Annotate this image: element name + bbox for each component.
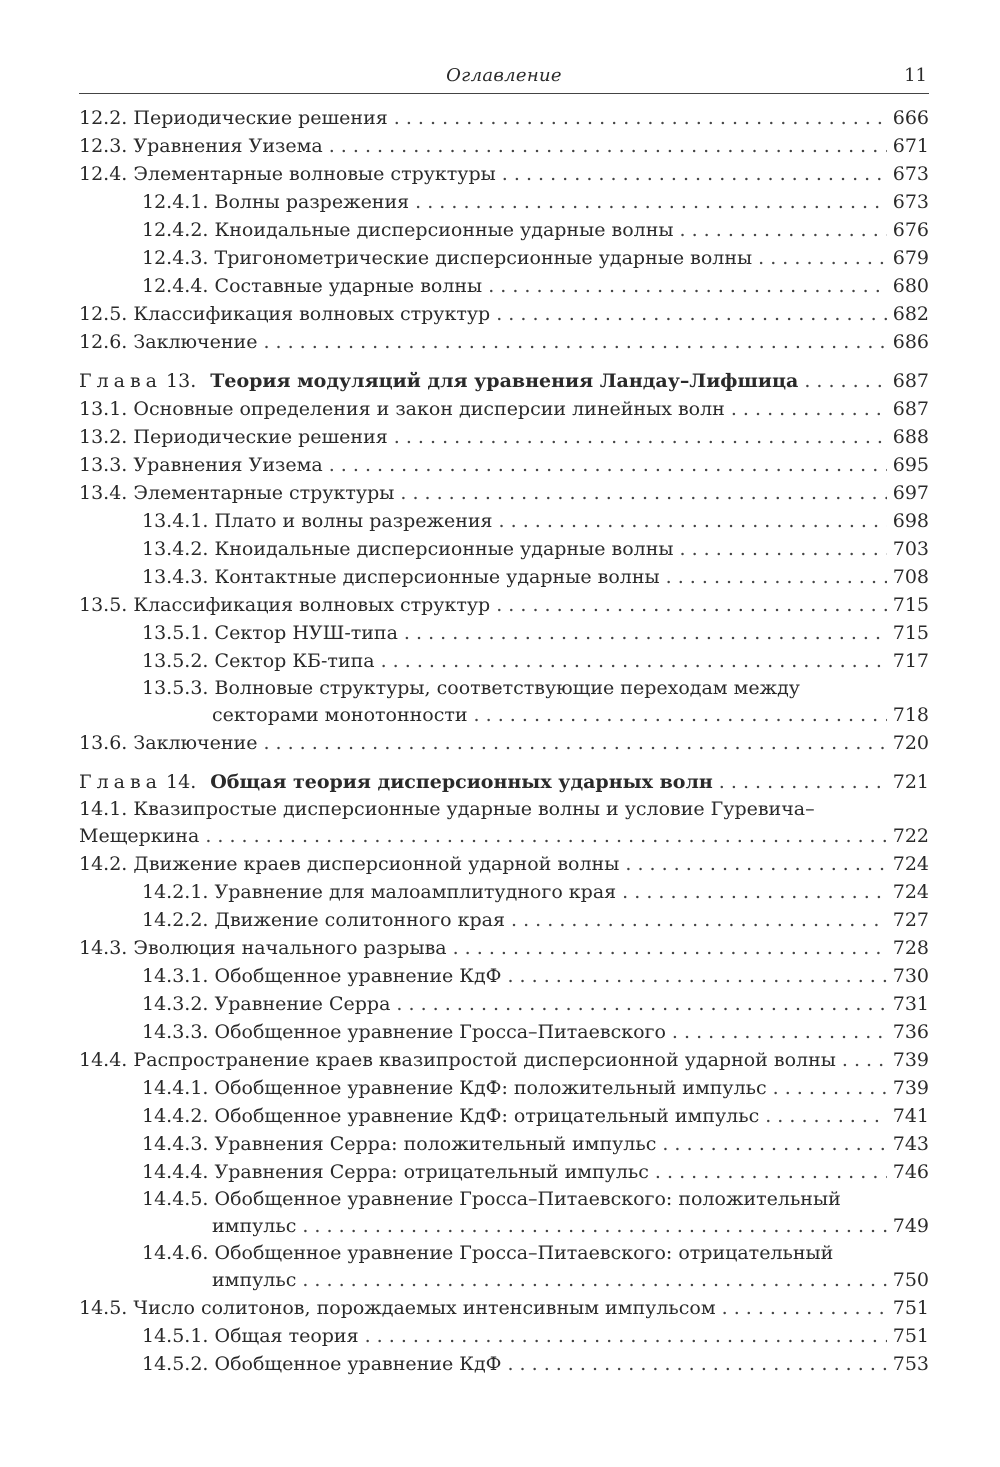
entry-number: 13.2. bbox=[79, 426, 128, 448]
entry-title: Движение солитонного края bbox=[214, 909, 505, 931]
dot-leader bbox=[496, 300, 887, 328]
entry-number: 13.5.1. bbox=[142, 622, 209, 644]
dot-leader bbox=[329, 132, 887, 160]
entry-number: 12.4.4. bbox=[142, 275, 209, 297]
entry-title: Кноидальные дисперсионные ударные волны bbox=[214, 538, 674, 560]
dot-leader bbox=[263, 328, 886, 356]
dot-leader bbox=[474, 701, 887, 729]
entry-page: 697 bbox=[892, 482, 929, 504]
entry-text bbox=[142, 563, 660, 591]
entry-number: 14.5. bbox=[79, 1297, 128, 1319]
dot-leader bbox=[400, 479, 886, 507]
dot-leader bbox=[396, 990, 886, 1018]
entry-title: Контактные дисперсионные ударные волны bbox=[214, 566, 660, 588]
toc-entry[interactable] bbox=[79, 1046, 929, 1074]
entry-title: Тригонометрические дисперсионные ударные волны bbox=[214, 247, 753, 269]
entry-text bbox=[142, 216, 674, 244]
dot-leader bbox=[496, 591, 887, 619]
entry-text bbox=[142, 1158, 649, 1186]
toc-entry[interactable] bbox=[79, 535, 929, 563]
entry-text bbox=[79, 934, 447, 962]
entry-number: 14.5.2. bbox=[142, 1353, 209, 1375]
entry-number: 14.4.2. bbox=[142, 1105, 209, 1127]
chapter-word: Глава bbox=[79, 771, 163, 793]
entry-title: Заключение bbox=[133, 732, 258, 754]
toc-entry[interactable] bbox=[79, 878, 929, 906]
entry-number: 14.3.2. bbox=[142, 993, 209, 1015]
toc-entry[interactable] bbox=[79, 1018, 929, 1046]
toc-entry[interactable] bbox=[79, 423, 929, 451]
entry-title: Элементарные волновые структуры bbox=[133, 163, 496, 185]
entry-number: 13.1. bbox=[79, 398, 128, 420]
entry-title: Составные ударные волны bbox=[214, 275, 483, 297]
entry-line-2 bbox=[142, 1266, 929, 1294]
toc-entry[interactable] bbox=[79, 300, 929, 328]
dot-leader bbox=[205, 822, 886, 850]
entry-number: 13.3. bbox=[79, 454, 128, 476]
toc-entry[interactable] bbox=[79, 451, 929, 479]
entry-page: 671 bbox=[892, 135, 929, 157]
entry-number: 12.4. bbox=[79, 163, 128, 185]
toc-entry[interactable] bbox=[79, 1294, 929, 1322]
entry-title: Уравнения Серра: отрицательный импульс bbox=[214, 1161, 649, 1183]
entry-text bbox=[79, 160, 496, 188]
toc-entry[interactable] bbox=[79, 507, 929, 535]
entry-text bbox=[79, 451, 323, 479]
entry-number: 14.1. bbox=[79, 798, 128, 820]
entry-text bbox=[79, 1046, 836, 1074]
dot-leader bbox=[722, 1294, 887, 1322]
toc-entry[interactable] bbox=[79, 990, 929, 1018]
entry-page: 743 bbox=[892, 1133, 929, 1155]
entry-number: 12.5. bbox=[79, 303, 128, 325]
entry-page: 687 bbox=[892, 370, 929, 392]
entry-number: 13.4.2. bbox=[142, 538, 209, 560]
entry-number: 13.5. bbox=[79, 594, 128, 616]
entry-page: 682 bbox=[892, 303, 929, 325]
entry-page: 717 bbox=[892, 650, 929, 672]
dot-leader bbox=[719, 768, 887, 796]
entry-title: Обобщенное уравнение КдФ bbox=[214, 965, 502, 987]
entry-page: 751 bbox=[892, 1297, 929, 1319]
entry-number: 14.5.1. bbox=[142, 1325, 209, 1347]
chapter-heading bbox=[79, 768, 713, 796]
entry-page: 679 bbox=[892, 247, 929, 269]
chapter-number: 13. bbox=[166, 370, 197, 392]
dot-leader bbox=[302, 1266, 886, 1294]
toc-entry[interactable] bbox=[79, 1130, 929, 1158]
entry-number: 13.4.3. bbox=[142, 566, 209, 588]
dot-leader bbox=[263, 729, 886, 757]
entry-title: Обобщенное уравнение Гросса–Питаевского: положительный bbox=[214, 1188, 841, 1210]
entry-number: 13.5.2. bbox=[142, 650, 209, 672]
entry-number: 14.4.3. bbox=[142, 1133, 209, 1155]
entry-title: Волны разрежения bbox=[214, 191, 410, 213]
entry-title: Классификация волновых структур bbox=[133, 303, 491, 325]
dot-leader bbox=[502, 160, 887, 188]
entry-text bbox=[142, 272, 482, 300]
entry-page: 687 bbox=[892, 398, 929, 420]
toc-entry[interactable] bbox=[79, 160, 929, 188]
entry-page: 686 bbox=[892, 331, 929, 353]
toc-entry[interactable] bbox=[79, 1240, 929, 1294]
entry-title: Уравнения Уизема bbox=[133, 135, 323, 157]
entry-number: 13.5.3. bbox=[142, 677, 209, 699]
entry-page: 731 bbox=[892, 993, 929, 1015]
entry-title: Распространение краев квазипростой дисперсионной ударной волны bbox=[133, 1049, 836, 1071]
entry-page: 673 bbox=[892, 163, 929, 185]
toc-chapter-entry[interactable] bbox=[79, 766, 929, 796]
toc-entry[interactable] bbox=[79, 962, 929, 990]
entry-text bbox=[79, 591, 490, 619]
toc-chapter-entry[interactable] bbox=[79, 365, 929, 395]
table-of-contents bbox=[79, 104, 929, 1378]
toc-entry[interactable] bbox=[79, 563, 929, 591]
entry-title: Общая теория bbox=[214, 1325, 359, 1347]
dot-leader bbox=[365, 1322, 887, 1350]
entry-title: Уравнение Серра bbox=[214, 993, 391, 1015]
entry-number: 14.4.5. bbox=[142, 1188, 209, 1210]
entry-text bbox=[142, 906, 505, 934]
entry-page: 703 bbox=[892, 538, 929, 560]
entry-text bbox=[142, 878, 616, 906]
dot-leader bbox=[453, 934, 887, 962]
entry-line-2 bbox=[142, 1212, 929, 1240]
dot-leader bbox=[507, 962, 886, 990]
toc-entry[interactable] bbox=[79, 647, 929, 675]
dot-leader bbox=[488, 272, 887, 300]
entry-title: Уравнение для малоамплитудного края bbox=[214, 881, 617, 903]
entry-page: 708 bbox=[892, 566, 929, 588]
entry-text bbox=[79, 729, 257, 757]
toc-entry[interactable] bbox=[79, 328, 929, 356]
dot-leader bbox=[511, 906, 887, 934]
entry-title: Обобщенное уравнение КдФ bbox=[214, 1353, 502, 1375]
entry-page: 715 bbox=[892, 594, 929, 616]
chapter-number: 14. bbox=[166, 771, 197, 793]
entry-text bbox=[142, 535, 674, 563]
dot-leader bbox=[415, 188, 887, 216]
entry-title: Эволюция начального разрыва bbox=[133, 937, 447, 959]
entry-title: Сектор КБ-типа bbox=[214, 650, 375, 672]
entry-number: 14.4. bbox=[79, 1049, 128, 1071]
chapter-title: Теория модуляций для уравнения Ландау–Лифшица bbox=[210, 370, 799, 392]
entry-title: Периодические решения bbox=[133, 107, 388, 129]
entry-number: 14.4.4. bbox=[142, 1161, 209, 1183]
entry-title: Кноидальные дисперсионные ударные волны bbox=[214, 219, 674, 241]
entry-number: 12.3. bbox=[79, 135, 128, 157]
entry-number: 14.3.1. bbox=[142, 965, 209, 987]
entry-page: 741 bbox=[892, 1105, 929, 1127]
dot-leader bbox=[302, 1212, 886, 1240]
entry-page: 722 bbox=[892, 825, 929, 847]
toc-entry[interactable] bbox=[79, 906, 929, 934]
entry-text bbox=[142, 990, 390, 1018]
toc-entry[interactable] bbox=[79, 395, 929, 423]
dot-leader bbox=[622, 878, 887, 906]
entry-line-1 bbox=[142, 675, 929, 701]
entry-text bbox=[79, 104, 388, 132]
toc-entry[interactable] bbox=[79, 850, 929, 878]
dot-leader bbox=[655, 1158, 887, 1186]
dot-leader bbox=[758, 244, 887, 272]
entry-number: 12.4.2. bbox=[142, 219, 209, 241]
dot-leader bbox=[731, 395, 887, 423]
toc-entry[interactable] bbox=[79, 675, 929, 729]
toc-entry[interactable] bbox=[79, 272, 929, 300]
toc-entry[interactable] bbox=[79, 1074, 929, 1102]
entry-page: 724 bbox=[892, 853, 929, 875]
entry-page: 739 bbox=[892, 1077, 929, 1099]
entry-title: Обобщенное уравнение КдФ: положительный импульс bbox=[214, 1077, 767, 1099]
toc-entry[interactable] bbox=[79, 1186, 929, 1240]
toc-entry[interactable] bbox=[79, 934, 929, 962]
entry-text bbox=[142, 507, 493, 535]
entry-page: 746 bbox=[892, 1161, 929, 1183]
dot-leader bbox=[404, 619, 887, 647]
toc-entry[interactable] bbox=[79, 591, 929, 619]
entry-text bbox=[79, 132, 323, 160]
entry-page: 750 bbox=[892, 1269, 929, 1291]
entry-line-1 bbox=[142, 1186, 929, 1212]
toc-entry[interactable] bbox=[79, 479, 929, 507]
entry-line-1 bbox=[142, 1240, 929, 1266]
entry-number: 13.4. bbox=[79, 482, 128, 504]
entry-number: 14.2. bbox=[79, 853, 128, 875]
toc-entry[interactable] bbox=[79, 619, 929, 647]
entry-title: Уравнения Серра: положительный импульс bbox=[214, 1133, 657, 1155]
entry-number: 14.2.1. bbox=[142, 881, 209, 903]
entry-text bbox=[79, 395, 725, 423]
entry-page: 753 bbox=[892, 1353, 929, 1375]
entry-text bbox=[79, 423, 388, 451]
entry-page: 728 bbox=[892, 937, 929, 959]
dot-leader bbox=[842, 1046, 887, 1074]
entry-page: 751 bbox=[892, 1325, 929, 1347]
dot-leader bbox=[672, 1018, 887, 1046]
dot-leader bbox=[381, 647, 887, 675]
dot-leader bbox=[804, 367, 886, 395]
entry-text bbox=[79, 328, 257, 356]
entry-number: 14.4.1. bbox=[142, 1077, 209, 1099]
entry-text bbox=[79, 479, 394, 507]
entry-page: 688 bbox=[892, 426, 929, 448]
entry-text bbox=[142, 962, 501, 990]
entry-number: 14.3. bbox=[79, 937, 128, 959]
entry-page: 680 bbox=[892, 275, 929, 297]
entry-text bbox=[142, 1074, 767, 1102]
entry-title: Число солитонов, порождаемых интенсивным импульсом bbox=[133, 1297, 716, 1319]
entry-title-cont: секторами монотонности bbox=[212, 704, 468, 726]
entry-title: Обобщенное уравнение КдФ: отрицательный импульс bbox=[214, 1105, 760, 1127]
entry-number: 12.4.3. bbox=[142, 247, 209, 269]
entry-page: 720 bbox=[892, 732, 929, 754]
chapter-word: Глава bbox=[79, 370, 163, 392]
running-header bbox=[79, 63, 929, 94]
dot-leader bbox=[773, 1074, 887, 1102]
page-number: 11 bbox=[904, 65, 927, 86]
entry-number: 13.6. bbox=[79, 732, 128, 754]
entry-title: Заключение bbox=[133, 331, 258, 353]
entry-page: 695 bbox=[892, 454, 929, 476]
entry-title: Обобщенное уравнение Гросса–Питаевского: отрицательный bbox=[214, 1242, 834, 1264]
entry-number: 12.6. bbox=[79, 331, 128, 353]
dot-leader bbox=[329, 451, 887, 479]
running-title: Оглавление bbox=[446, 65, 562, 86]
dot-leader bbox=[662, 1130, 886, 1158]
entry-page: 715 bbox=[892, 622, 929, 644]
entry-title: Элементарные структуры bbox=[133, 482, 395, 504]
entry-title: Сектор НУШ-типа bbox=[214, 622, 398, 644]
entry-line-2 bbox=[142, 701, 929, 729]
entry-page: 736 bbox=[892, 1021, 929, 1043]
toc-entry[interactable] bbox=[79, 104, 929, 132]
entry-title: Волновые структуры, соответствующие переходам между bbox=[214, 677, 800, 699]
entry-text bbox=[79, 850, 619, 878]
entry-page: 718 bbox=[892, 704, 929, 726]
entry-page: 721 bbox=[892, 771, 929, 793]
dot-leader bbox=[765, 1102, 887, 1130]
chapter-title: Общая теория дисперсионных ударных волн bbox=[210, 771, 713, 793]
entry-line-1 bbox=[79, 796, 929, 822]
entry-text bbox=[79, 1294, 716, 1322]
entry-text bbox=[142, 1322, 359, 1350]
entry-title: Обобщенное уравнение Гросса–Питаевского bbox=[214, 1021, 666, 1043]
entry-number: 12.2. bbox=[79, 107, 128, 129]
dot-leader bbox=[507, 1350, 886, 1378]
entry-number: 12.4.1. bbox=[142, 191, 209, 213]
toc-entry[interactable] bbox=[79, 1102, 929, 1130]
chapter-heading bbox=[79, 367, 798, 395]
entry-text bbox=[142, 1018, 666, 1046]
toc-entry[interactable] bbox=[79, 244, 929, 272]
entry-page: 676 bbox=[892, 219, 929, 241]
toc-entry[interactable] bbox=[79, 1158, 929, 1186]
entry-page: 666 bbox=[892, 107, 929, 129]
entry-text bbox=[142, 1102, 759, 1130]
toc-entry[interactable] bbox=[79, 729, 929, 757]
toc-entry[interactable] bbox=[79, 1322, 929, 1350]
entry-title-cont: Мещеркина bbox=[79, 825, 200, 847]
entry-number: 14.3.3. bbox=[142, 1021, 209, 1043]
dot-leader bbox=[666, 563, 887, 591]
entry-title: Классификация волновых структур bbox=[133, 594, 491, 616]
entry-title: Уравнения Уизема bbox=[133, 454, 323, 476]
toc-entry[interactable] bbox=[79, 1350, 929, 1378]
entry-page: 727 bbox=[892, 909, 929, 931]
dot-leader bbox=[394, 423, 887, 451]
dot-leader bbox=[680, 535, 887, 563]
entry-title-cont: импульс bbox=[212, 1215, 297, 1237]
entry-title: Периодические решения bbox=[133, 426, 388, 448]
entry-title: Движение краев дисперсионной ударной волны bbox=[133, 853, 620, 875]
dot-leader bbox=[680, 216, 887, 244]
entry-page: 724 bbox=[892, 881, 929, 903]
entry-page: 749 bbox=[892, 1215, 929, 1237]
dot-leader bbox=[499, 507, 887, 535]
entry-text bbox=[142, 1130, 656, 1158]
entry-text bbox=[142, 619, 398, 647]
toc-entry[interactable] bbox=[79, 132, 929, 160]
entry-title: Основные определения и закон дисперсии линейных волн bbox=[133, 398, 725, 420]
dot-leader bbox=[625, 850, 886, 878]
entry-page: 673 bbox=[892, 191, 929, 213]
toc-entry[interactable] bbox=[79, 216, 929, 244]
entry-title: Плато и волны разрежения bbox=[214, 510, 493, 532]
toc-entry[interactable] bbox=[79, 188, 929, 216]
entry-text bbox=[142, 244, 752, 272]
entry-page: 698 bbox=[892, 510, 929, 532]
entry-line-2 bbox=[79, 822, 929, 850]
entry-number: 14.2.2. bbox=[142, 909, 209, 931]
entry-text bbox=[142, 1350, 501, 1378]
entry-page: 730 bbox=[892, 965, 929, 987]
entry-number: 13.4.1. bbox=[142, 510, 209, 532]
entry-text bbox=[142, 188, 409, 216]
entry-title-cont: импульс bbox=[212, 1269, 297, 1291]
dot-leader bbox=[394, 104, 887, 132]
entry-text bbox=[79, 300, 490, 328]
entry-text bbox=[142, 647, 375, 675]
entry-page: 739 bbox=[892, 1049, 929, 1071]
toc-entry[interactable] bbox=[79, 796, 929, 850]
entry-title: Квазипростые дисперсионные ударные волны и условие Гуревича– bbox=[133, 798, 815, 820]
entry-number: 14.4.6. bbox=[142, 1242, 209, 1264]
